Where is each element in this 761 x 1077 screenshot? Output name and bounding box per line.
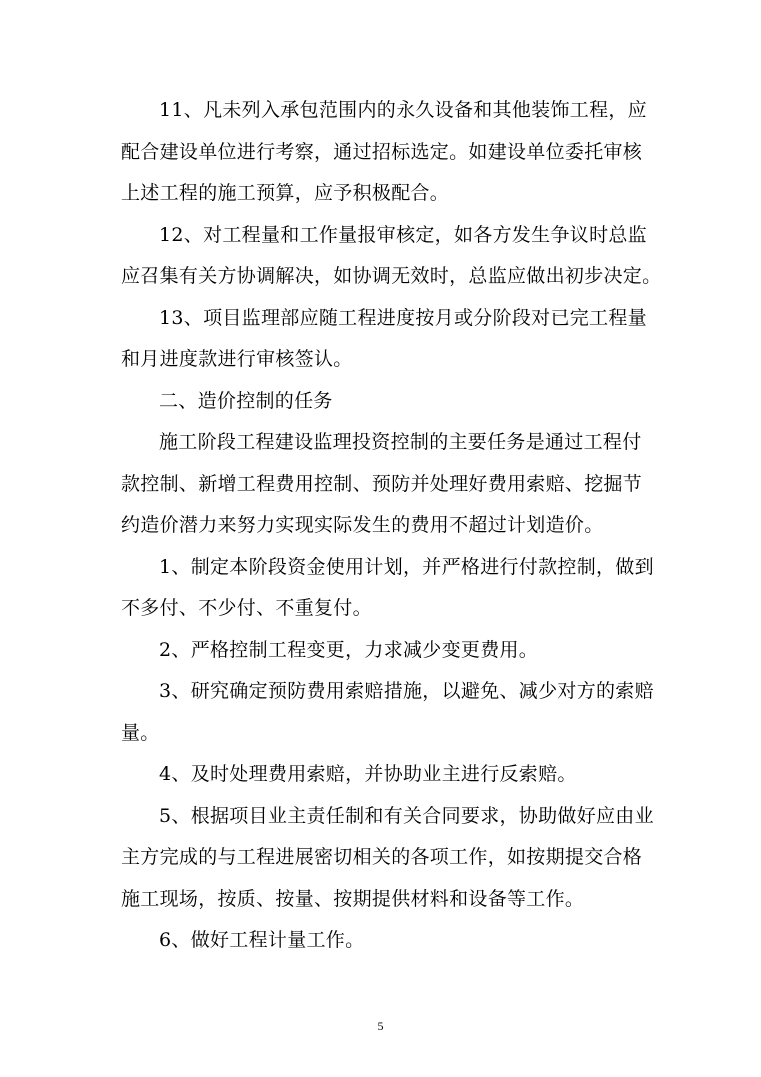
paragraph-item-6: [121, 920, 641, 962]
paragraph-item-2: [121, 630, 641, 672]
paragraph-line: 6、做好工程计量工作。: [159, 929, 365, 951]
paragraph-line: 4、及时处理费用索赔，并协助业主进行反索赔。: [159, 763, 577, 785]
paragraph-line: 11、凡未列入承包范围内的永久设备和其他装饰工程，应: [159, 99, 647, 121]
paragraph-line: 2、严格控制工程变更，力求减少变更费用。: [159, 638, 539, 661]
paragraph-line: 不多付、不少付、不重复付。: [121, 597, 372, 619]
paragraph-line: 配合建设单位进行考察，通过招标选定。如建设单位委托审核: [121, 140, 643, 163]
paragraph-13: [121, 298, 647, 381]
paragraph-item-5: [121, 796, 654, 921]
section-heading: [121, 381, 641, 423]
paragraph-item-1: [121, 547, 654, 630]
paragraph-line: 量。: [121, 721, 160, 744]
paragraph-12: [121, 215, 662, 298]
paragraph-line: 和月进度款进行审核签认。: [121, 348, 353, 370]
paragraph-line: 1、制定本阶段资金使用计划，并严格进行付款控制，做到: [159, 555, 654, 578]
document-body: [121, 90, 662, 962]
paragraph-item-3: [121, 671, 654, 754]
paragraph-line: 施工现场，按质、按量、按期提供材料和设备等工作。: [121, 887, 585, 910]
paragraph-line: 款控制、新增工程费用控制、预防并处理好费用索赔、挖掘节: [121, 472, 643, 495]
paragraph-line: 13、项目监理部应随工程进度按月或分阶段对已完工程量: [159, 306, 647, 329]
paragraph-line: 12、对工程量和工作量报审核定，如各方发生争议时总监: [159, 223, 647, 246]
section-heading-text: 二、造价控制的任务: [159, 389, 333, 412]
paragraph-line: 约造价潜力来努力实现实际发生的费用不超过计划造价。: [121, 514, 604, 536]
paragraph-line: 3、研究确定预防费用索赔措施，以避免、减少对方的索赔: [159, 680, 654, 702]
paragraph-line: 5、根据项目业主责任制和有关合同要求，协助做好应由业: [159, 804, 654, 827]
paragraph-line: 施工阶段工程建设监理投资控制的主要任务是通过工程付: [159, 431, 642, 453]
paragraph-item-4: [121, 754, 641, 796]
paragraph-line: 上述工程的施工预算，应予积极配合。: [121, 182, 450, 204]
paragraph-line: 主方完成的与工程进展密切相关的各项工作，如按期提交合格: [121, 846, 643, 868]
page-number: 5: [377, 1019, 384, 1033]
paragraph-line: 应召集有关方协调解决，如协调无效时，总监应做出初步决定。: [121, 265, 662, 287]
paragraph-11: [121, 90, 647, 215]
paragraph-intro: [121, 422, 641, 547]
